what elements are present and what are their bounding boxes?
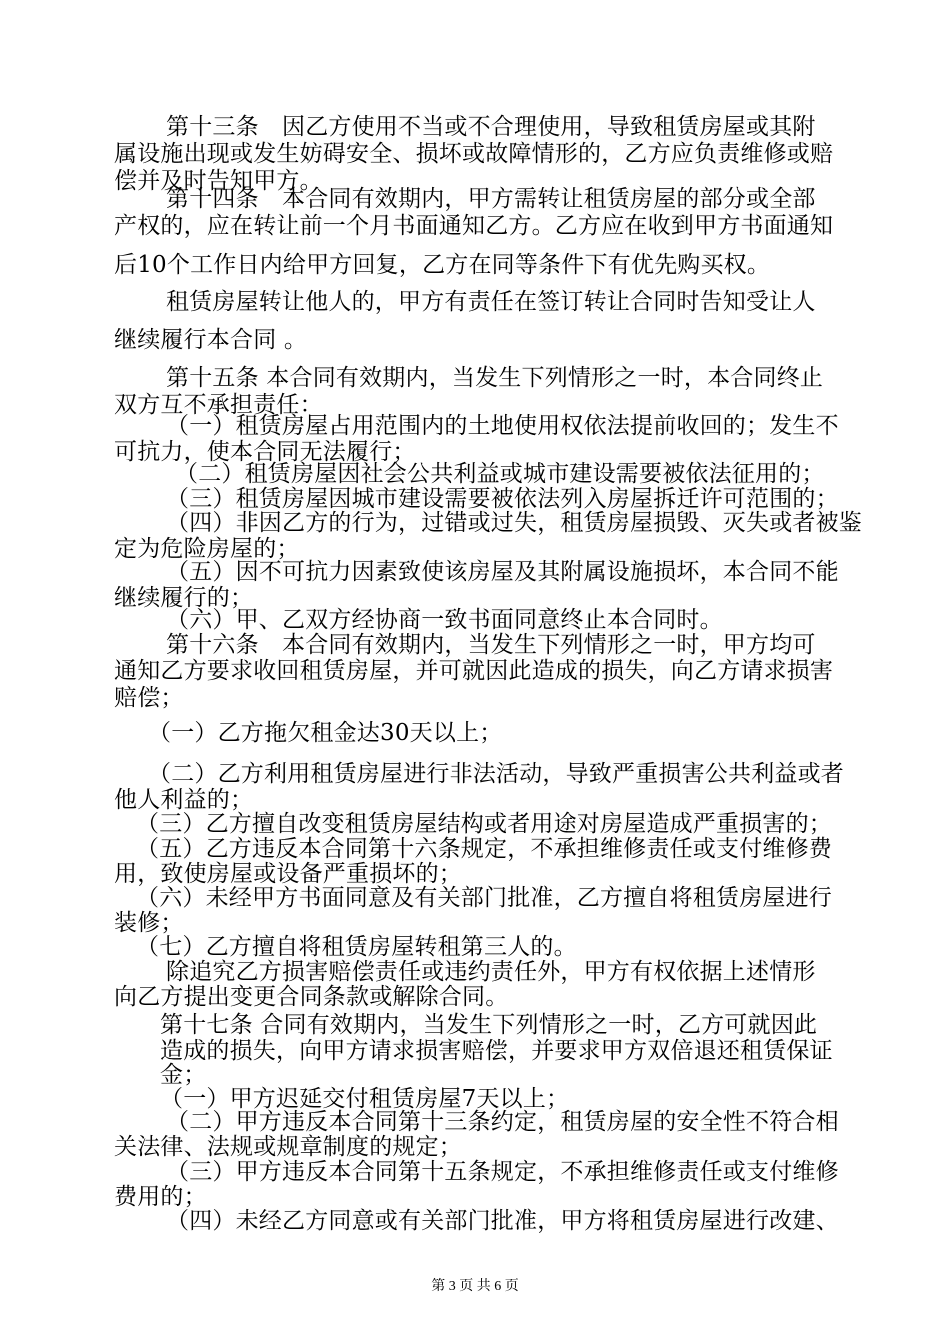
text-line: 用，致使房屋或设备严重损坏的； xyxy=(114,861,462,887)
text-line: 赔偿； xyxy=(114,685,184,711)
text-line: 他人利益的； xyxy=(114,787,254,813)
text-line: 第十四条 本合同有效期内，甲方需转让租赁房屋的部分或全部 xyxy=(166,186,816,212)
text-line: 造成的损失，向甲方请求损害赔偿，并要求甲方双倍退还租赁保证 xyxy=(160,1038,833,1064)
text-line: 后10个工作日内给甲方回复，乙方在同等条件下有优先购买权。 xyxy=(114,252,771,278)
text-line: 第十三条 因乙方使用不当或不合理使用，导致租赁房屋或其附 xyxy=(166,114,816,140)
text-line: （三）甲方违反本合同第十五条规定，不承担维修责任或支付维修 xyxy=(166,1159,839,1185)
text-line: 产权的，应在转让前一个月书面通知乙方。乙方应在收到甲方书面通知 xyxy=(114,213,834,239)
text-line: 定为危险房屋的； xyxy=(114,536,300,562)
text-line: 费用的； xyxy=(114,1184,207,1210)
text-line: （六）未经甲方书面同意及有关部门批准，乙方擅自将租赁房屋进行 xyxy=(136,885,832,911)
text-line: 第十七条 合同有效期内，当发生下列情形之一时，乙方可就因此 xyxy=(160,1012,818,1038)
text-line: （四）未经乙方同意或有关部门批准，甲方将租赁房屋进行改建、 xyxy=(166,1208,839,1234)
text-line: （三）租赁房屋因城市建设需要被依法列入房屋拆迁许可范围的； xyxy=(166,486,839,512)
text-line: 关法律、法规或规章制度的规定； xyxy=(114,1134,462,1160)
text-line: （六）甲、乙双方经协商一致书面同意终止本合同时。 xyxy=(166,607,723,633)
text-line: （五）乙方违反本合同第十六条规定，不承担维修责任或支付维修费 xyxy=(136,836,832,862)
text-line: （五）因不可抗力因素致使该房屋及其附属设施损坏，本合同不能 xyxy=(166,559,839,585)
text-line: （四）非因乙方的行为，过错或过失，租赁房屋损毁、灭失或者被鉴 xyxy=(166,510,862,536)
text-line: （一）甲方迟延交付租赁房屋7天以上； xyxy=(160,1086,570,1112)
text-line: （一）租赁房屋占用范围内的土地使用权依法提前收回的；发生不 xyxy=(166,413,839,439)
text-line: （二）甲方违反本合同第十三条约定，租赁房屋的安全性不符合相 xyxy=(166,1109,839,1135)
text-line: 装修； xyxy=(114,910,184,936)
text-line: 属设施出现或发生妨碍安全、损坏或故障情形的，乙方应负责维修或赔 xyxy=(114,141,834,167)
text-line: 继续履行的； xyxy=(114,585,254,611)
text-line: （二）乙方利用租赁房屋进行非法活动，导致严重损害公共利益或者 xyxy=(148,761,844,787)
text-line: 继续履行本合同 。 xyxy=(114,327,308,353)
text-line: 第十五条 本合同有效期内，当发生下列情形之一时，本合同终止 xyxy=(166,365,824,391)
text-line: 除追究乙方损害赔偿责任或违约责任外，甲方有权依据上述情形 xyxy=(166,959,816,985)
text-line: 双方互不承担责任： xyxy=(114,392,323,418)
page-number-footer: 第 3 页 共 6 页 xyxy=(431,1279,519,1294)
text-line: 可抗力，使本合同无法履行； xyxy=(114,439,416,465)
text-line: 通知乙方要求收回租赁房屋，并可就因此造成的损失，向乙方请求损害 xyxy=(114,658,834,684)
text-line: 第十六条 本合同有效期内，当发生下列情形之一时，甲方均可 xyxy=(166,632,816,658)
text-line: 偿并及时告知甲方。 xyxy=(114,168,323,194)
text-line: （七）乙方擅自将租赁房屋转租第三人的。 xyxy=(136,934,577,960)
text-line: （二）租赁房屋因社会公共利益或城市建设需要被依法征用的； xyxy=(175,461,825,487)
text-line: （三）乙方擅自改变租赁房屋结构或者用途对房屋造成严重损害的； xyxy=(136,811,832,837)
text-line: 金； xyxy=(160,1062,207,1088)
text-line: 租赁房屋转让他人的，甲方有责任在签订转让合同时告知受让人 xyxy=(166,289,816,315)
text-line: 向乙方提出变更合同条款或解除合同。 xyxy=(114,984,509,1010)
text-line: （一）乙方拖欠租金达30天以上； xyxy=(148,720,503,746)
